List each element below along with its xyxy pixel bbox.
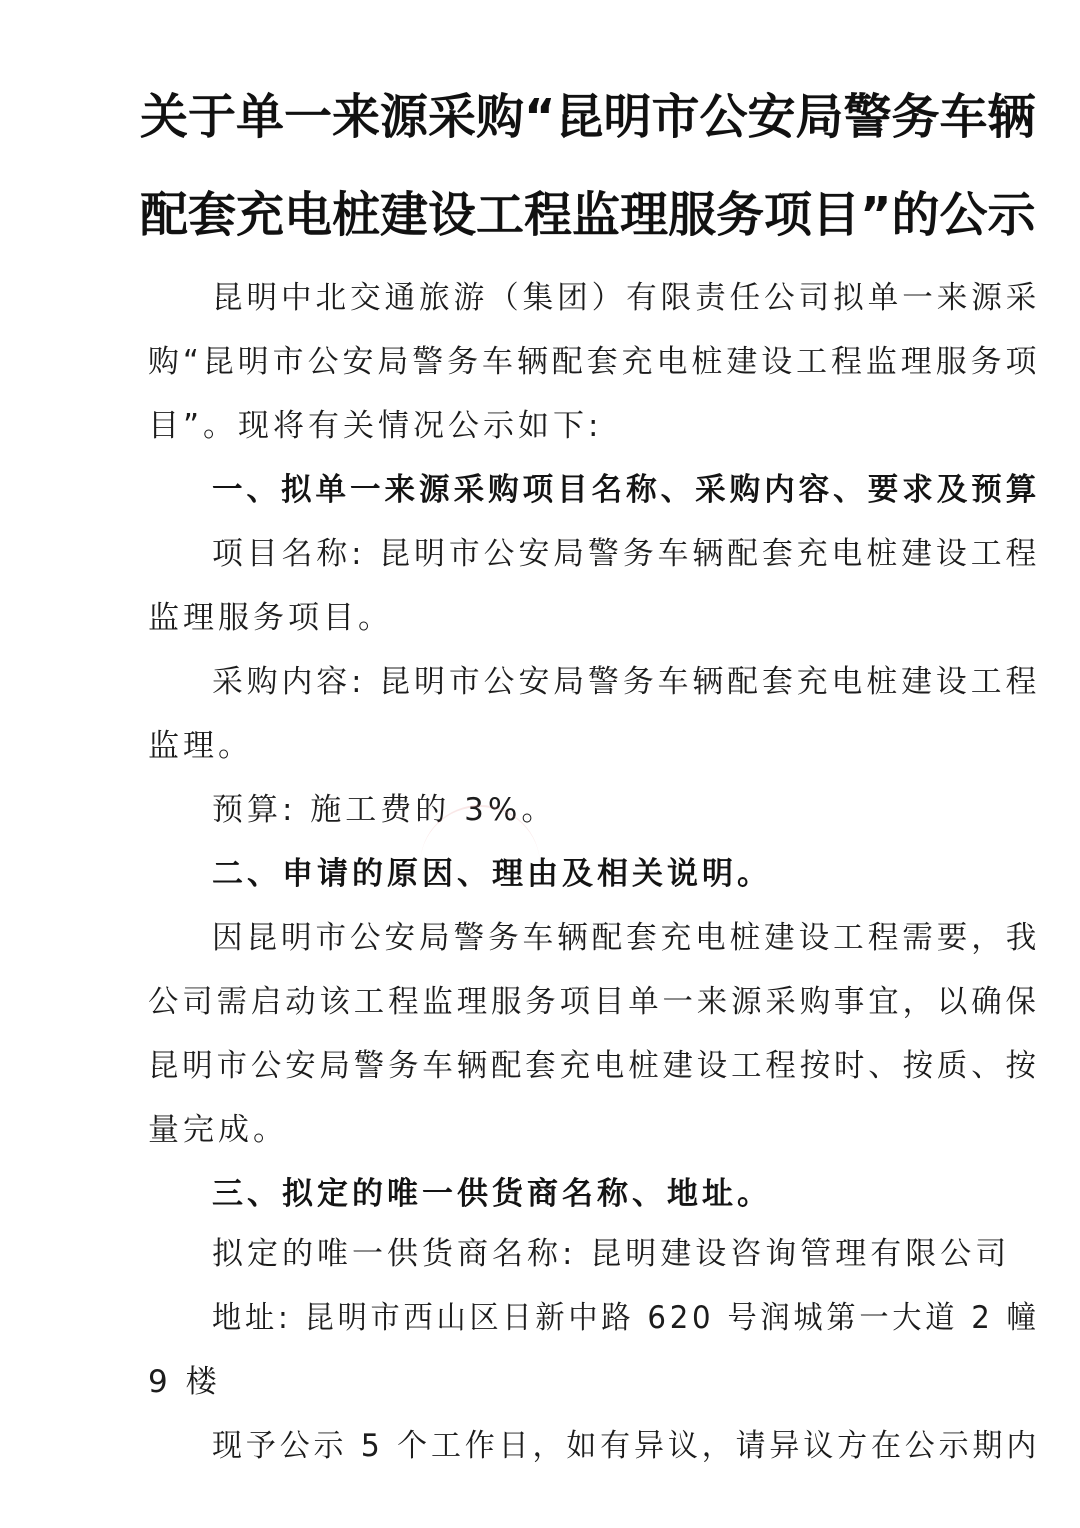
reason-line-4: 量完成。 [148, 1112, 288, 1148]
project-name-line-2: 监理服务项目。 [148, 600, 393, 636]
budget-line: 预算: 施工费的 3%。 [212, 792, 557, 828]
document-title-line-1: 关于单一来源采购“昆明市公安局警务车辆 [140, 89, 1036, 145]
section-heading-3: 三、拟定的唯一供货商名称、地址。 [212, 1176, 772, 1212]
section-heading-1: 一、拟单一来源采购项目名称、采购内容、要求及预算 [212, 472, 1041, 508]
procurement-content-line-2: 监理。 [148, 728, 253, 764]
notice-period-line: 现予公示 5 个工作日，如有异议，请异议方在公示期内 [212, 1428, 1041, 1464]
paragraph-intro-line-3: 目”。现将有关情况公示如下: [148, 408, 603, 444]
section-heading-2: 二、申请的原因、理由及相关说明。 [212, 856, 772, 892]
paragraph-intro-line-2: 购“昆明市公安局警务车辆配套充电桩建设工程监理服务项 [148, 344, 1041, 380]
procurement-content-line-1: 采购内容: 昆明市公安局警务车辆配套充电桩建设工程 [212, 664, 1041, 700]
supplier-name-line: 拟定的唯一供货商名称: 昆明建设咨询管理有限公司 [212, 1236, 1011, 1272]
document-title-line-2: 配套充电桩建设工程监理服务项目”的公示 [140, 187, 1036, 243]
reason-line-3: 昆明市公安局警务车辆配套充电桩建设工程按时、按质、按 [148, 1048, 1040, 1084]
reason-line-1: 因昆明市公安局警务车辆配套充电桩建设工程需要，我 [212, 920, 1041, 956]
supplier-address-line-2: 9 楼 [148, 1364, 221, 1400]
paragraph-intro-line-1: 昆明中北交通旅游（集团）有限责任公司拟单一来源采 [212, 280, 1041, 316]
supplier-address-line-1: 地址: 昆明市西山区日新中路 620 号润城第一大道 2 幢 [212, 1300, 1040, 1336]
project-name-line-1: 项目名称: 昆明市公安局警务车辆配套充电桩建设工程 [212, 536, 1041, 572]
reason-line-2: 公司需启动该工程监理服务项目单一来源采购事宜，以确保 [148, 984, 1040, 1020]
